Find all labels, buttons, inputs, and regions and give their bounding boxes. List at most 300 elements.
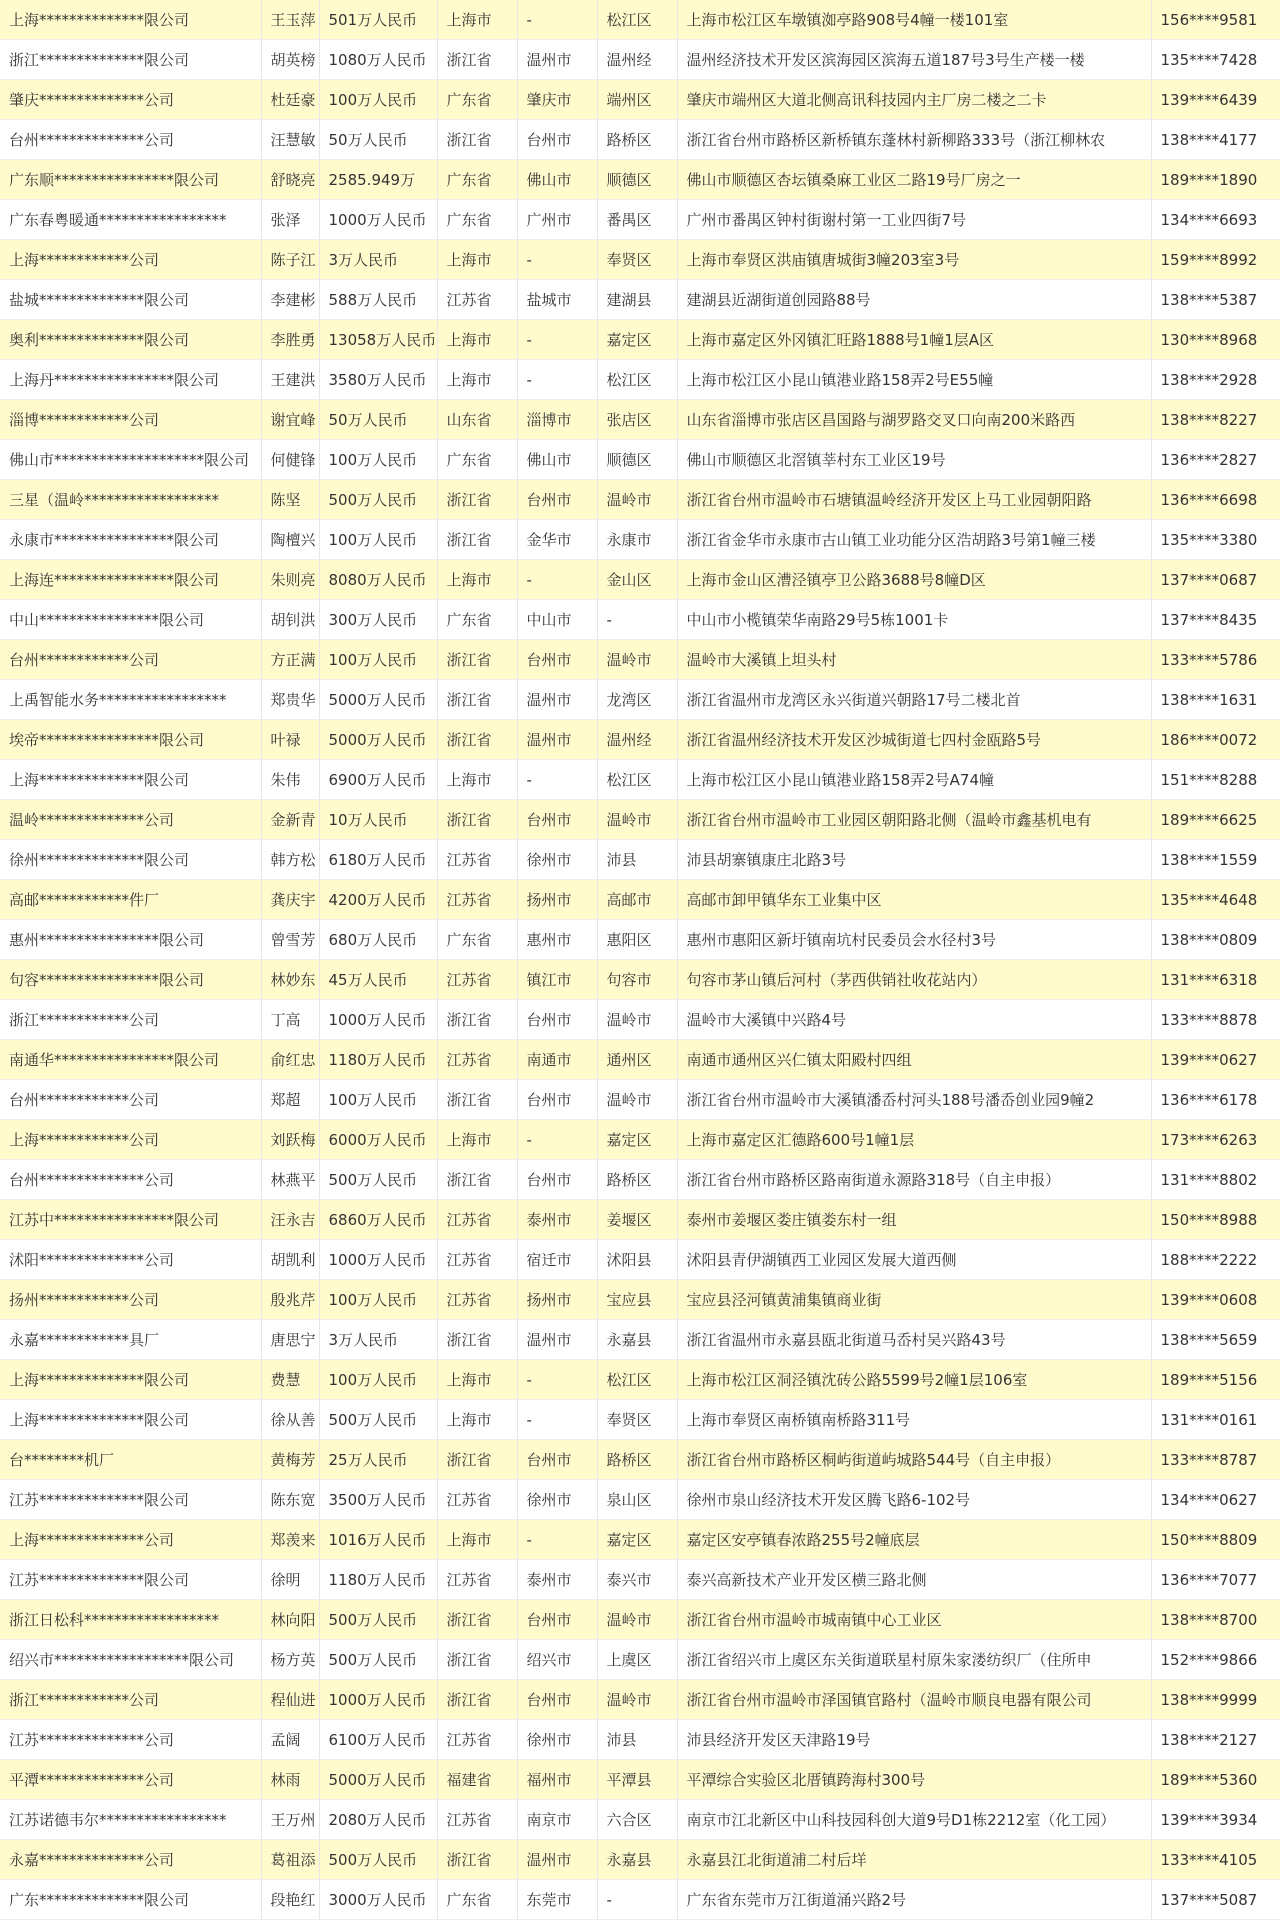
legal-rep-cell: 舒晓亮 [261, 160, 319, 200]
company-name-cell: 高邮************件厂 [0, 880, 261, 920]
city-cell: 佛山市 [517, 440, 597, 480]
legal-rep-cell: 王建洪 [261, 360, 319, 400]
phone-cell: 137****8435 [1151, 600, 1280, 640]
table-row [0, 720, 1280, 760]
province-cell: 江苏省 [437, 1800, 517, 1840]
phone-cell: 189****5156 [1151, 1360, 1280, 1400]
province-cell: 浙江省 [437, 800, 517, 840]
company-name-cell: 广东春粤暖通***************** [0, 200, 261, 240]
legal-rep-cell: 陈子江 [261, 240, 319, 280]
city-cell: 台州市 [517, 1080, 597, 1120]
province-cell: 福建省 [437, 1760, 517, 1800]
phone-cell: 136****7077 [1151, 1560, 1280, 1600]
phone-cell: 159****8992 [1151, 240, 1280, 280]
district-cell: 金山区 [597, 560, 677, 600]
company-name-cell: 上禹智能水务***************** [0, 680, 261, 720]
province-cell: 广东省 [437, 440, 517, 480]
company-name-cell: 三星（温岭****************** [0, 480, 261, 520]
company-name-cell: 永嘉**************公司 [0, 1840, 261, 1880]
province-cell: 广东省 [437, 1880, 517, 1920]
registered-capital-cell: 6180万人民币 [319, 840, 437, 880]
registered-capital-cell: 5000万人民币 [319, 680, 437, 720]
city-cell: 台州市 [517, 640, 597, 680]
table-row [0, 1160, 1280, 1200]
company-name-cell: 台州**************公司 [0, 120, 261, 160]
table-row [0, 80, 1280, 120]
phone-cell: 151****8288 [1151, 760, 1280, 800]
legal-rep-cell: 林燕平 [261, 1160, 319, 1200]
address-cell: 上海市松江区小昆山镇港业路158弄2号A74幢 [677, 760, 1151, 800]
address-cell: 浙江省台州市温岭市工业园区朝阳路北侧（温岭市鑫基机电有 [677, 800, 1151, 840]
legal-rep-cell: 孟阔 [261, 1720, 319, 1760]
address-cell: 上海市嘉定区外冈镇汇旺路1888号1幢1层A区 [677, 320, 1151, 360]
table-row [0, 1400, 1280, 1440]
registered-capital-cell: 100万人民币 [319, 440, 437, 480]
phone-cell: 138****8227 [1151, 400, 1280, 440]
city-cell: 温州市 [517, 720, 597, 760]
address-cell: 惠州市惠阳区新圩镇南坑村民委员会水径村3号 [677, 920, 1151, 960]
table-row [0, 840, 1280, 880]
city-cell: 台州市 [517, 800, 597, 840]
city-cell: 温州市 [517, 1840, 597, 1880]
province-cell: 浙江省 [437, 520, 517, 560]
table-row [0, 1600, 1280, 1640]
company-name-cell: 浙江**************限公司 [0, 40, 261, 80]
address-cell: 平潭综合实验区北厝镇跨海村300号 [677, 1760, 1151, 1800]
table-row [0, 1480, 1280, 1520]
legal-rep-cell: 王万州 [261, 1800, 319, 1840]
district-cell: 高邮市 [597, 880, 677, 920]
company-name-cell: 上海**************限公司 [0, 0, 261, 40]
company-name-cell: 永嘉************具厂 [0, 1320, 261, 1360]
company-name-cell: 温岭**************公司 [0, 800, 261, 840]
legal-rep-cell: 曾雪芳 [261, 920, 319, 960]
province-cell: 浙江省 [437, 680, 517, 720]
company-name-cell: 句容****************限公司 [0, 960, 261, 1000]
province-cell: 浙江省 [437, 480, 517, 520]
phone-cell: 138****1559 [1151, 840, 1280, 880]
address-cell: 山东省淄博市张店区昌国路与湖罗路交叉口向南200米路西 [677, 400, 1151, 440]
city-cell: 台州市 [517, 1680, 597, 1720]
city-cell: - [517, 1520, 597, 1560]
company-name-cell: 上海************公司 [0, 240, 261, 280]
table-row [0, 1560, 1280, 1600]
district-cell: 六合区 [597, 1800, 677, 1840]
district-cell: 温岭市 [597, 1680, 677, 1720]
table-row [0, 680, 1280, 720]
district-cell: 泰兴市 [597, 1560, 677, 1600]
phone-cell: 138****2127 [1151, 1720, 1280, 1760]
phone-cell: 137****5087 [1151, 1880, 1280, 1920]
table-row [0, 880, 1280, 920]
legal-rep-cell: 叶禄 [261, 720, 319, 760]
city-cell: 扬州市 [517, 1280, 597, 1320]
address-cell: 南京市江北新区中山科技园科创大道9号D1栋2212室（化工园） [677, 1800, 1151, 1840]
company-name-cell: 上海连****************限公司 [0, 560, 261, 600]
address-cell: 浙江省台州市温岭市石塘镇温岭经济开发区上马工业园朝阳路 [677, 480, 1151, 520]
city-cell: 徐州市 [517, 840, 597, 880]
city-cell: - [517, 560, 597, 600]
registered-capital-cell: 100万人民币 [319, 520, 437, 560]
table-row [0, 1240, 1280, 1280]
district-cell: 松江区 [597, 760, 677, 800]
district-cell: 端州区 [597, 80, 677, 120]
phone-cell: 130****8968 [1151, 320, 1280, 360]
company-name-cell: 江苏中****************限公司 [0, 1200, 261, 1240]
legal-rep-cell: 段艳红 [261, 1880, 319, 1920]
city-cell: 台州市 [517, 1440, 597, 1480]
phone-cell: 138****1631 [1151, 680, 1280, 720]
address-cell: 沛县经济开发区天津路19号 [677, 1720, 1151, 1760]
table-row [0, 1800, 1280, 1840]
district-cell: 平潭县 [597, 1760, 677, 1800]
legal-rep-cell: 殷兆芹 [261, 1280, 319, 1320]
table-row [0, 800, 1280, 840]
district-cell: 路桥区 [597, 1440, 677, 1480]
table-row [0, 1680, 1280, 1720]
table-row [0, 360, 1280, 400]
city-cell: 台州市 [517, 480, 597, 520]
phone-cell: 131****0161 [1151, 1400, 1280, 1440]
phone-cell: 135****7428 [1151, 40, 1280, 80]
company-name-cell: 徐州**************限公司 [0, 840, 261, 880]
district-cell: 张店区 [597, 400, 677, 440]
address-cell: 肇庆市端州区大道北侧高讯科技园内主厂房二楼之二卡 [677, 80, 1151, 120]
address-cell: 上海市金山区漕泾镇亭卫公路3688号8幢D区 [677, 560, 1151, 600]
legal-rep-cell: 汪永吉 [261, 1200, 319, 1240]
registered-capital-cell: 1180万人民币 [319, 1560, 437, 1600]
phone-cell: 139****0627 [1151, 1040, 1280, 1080]
address-cell: 浙江省温州市龙湾区永兴街道兴朝路17号二楼北首 [677, 680, 1151, 720]
company-name-cell: 扬州************公司 [0, 1280, 261, 1320]
phone-cell: 139****0608 [1151, 1280, 1280, 1320]
city-cell: 扬州市 [517, 880, 597, 920]
company-name-cell: 江苏诺德韦尔***************** [0, 1800, 261, 1840]
registered-capital-cell: 100万人民币 [319, 1360, 437, 1400]
table-row [0, 400, 1280, 440]
address-cell: 宝应县泾河镇黄浦集镇商业街 [677, 1280, 1151, 1320]
phone-cell: 135****3380 [1151, 520, 1280, 560]
province-cell: 江苏省 [437, 880, 517, 920]
legal-rep-cell: 谢宜峰 [261, 400, 319, 440]
province-cell: 浙江省 [437, 1440, 517, 1480]
city-cell: - [517, 320, 597, 360]
address-cell: 佛山市顺德区北滘镇莘村东工业区19号 [677, 440, 1151, 480]
province-cell: 浙江省 [437, 1000, 517, 1040]
province-cell: 上海市 [437, 1120, 517, 1160]
province-cell: 上海市 [437, 1400, 517, 1440]
province-cell: 上海市 [437, 1520, 517, 1560]
table-row [0, 0, 1280, 40]
legal-rep-cell: 陶檀兴 [261, 520, 319, 560]
registered-capital-cell: 3000万人民币 [319, 1880, 437, 1920]
province-cell: 浙江省 [437, 1600, 517, 1640]
legal-rep-cell: 林妙东 [261, 960, 319, 1000]
phone-cell: 135****4648 [1151, 880, 1280, 920]
company-name-cell: 中山****************限公司 [0, 600, 261, 640]
table-row [0, 1080, 1280, 1120]
district-cell: 路桥区 [597, 120, 677, 160]
phone-cell: 189****6625 [1151, 800, 1280, 840]
registered-capital-cell: 6860万人民币 [319, 1200, 437, 1240]
table-row [0, 960, 1280, 1000]
district-cell: 顺德区 [597, 160, 677, 200]
phone-cell: 138****9999 [1151, 1680, 1280, 1720]
city-cell: 温州市 [517, 40, 597, 80]
address-cell: 浙江省金华市永康市古山镇工业功能分区浩胡路3号第1幢三楼 [677, 520, 1151, 560]
province-cell: 江苏省 [437, 1560, 517, 1600]
province-cell: 浙江省 [437, 1320, 517, 1360]
address-cell: 广州市番禺区钟村街谢村第一工业四街7号 [677, 200, 1151, 240]
district-cell: 通州区 [597, 1040, 677, 1080]
registered-capital-cell: 3万人民币 [319, 240, 437, 280]
city-cell: 镇江市 [517, 960, 597, 1000]
province-cell: 上海市 [437, 760, 517, 800]
company-name-cell: 广东顺****************限公司 [0, 160, 261, 200]
city-cell: - [517, 1400, 597, 1440]
registered-capital-cell: 1180万人民币 [319, 1040, 437, 1080]
province-cell: 广东省 [437, 160, 517, 200]
company-name-cell: 南通华****************限公司 [0, 1040, 261, 1080]
phone-cell: 133****8787 [1151, 1440, 1280, 1480]
table-row [0, 200, 1280, 240]
province-cell: 浙江省 [437, 120, 517, 160]
district-cell: 温州经 [597, 40, 677, 80]
address-cell: 浙江省温州经济技术开发区沙城街道七四村金瓯路5号 [677, 720, 1151, 760]
legal-rep-cell: 唐思宁 [261, 1320, 319, 1360]
table-row [0, 480, 1280, 520]
table-row [0, 1320, 1280, 1360]
registered-capital-cell: 501万人民币 [319, 0, 437, 40]
table-row [0, 1520, 1280, 1560]
registered-capital-cell: 1000万人民币 [319, 1240, 437, 1280]
address-cell: 中山市小榄镇荣华南路29号5栋1001卡 [677, 600, 1151, 640]
province-cell: 浙江省 [437, 40, 517, 80]
company-name-cell: 浙江日松科****************** [0, 1600, 261, 1640]
district-cell: 温岭市 [597, 800, 677, 840]
registered-capital-cell: 1080万人民币 [319, 40, 437, 80]
city-cell: - [517, 0, 597, 40]
legal-rep-cell: 费慧 [261, 1360, 319, 1400]
registered-capital-cell: 4200万人民币 [319, 880, 437, 920]
legal-rep-cell: 陈东宽 [261, 1480, 319, 1520]
province-cell: 江苏省 [437, 1040, 517, 1080]
phone-cell: 131****6318 [1151, 960, 1280, 1000]
registered-capital-cell: 500万人民币 [319, 480, 437, 520]
city-cell: 台州市 [517, 1000, 597, 1040]
registered-capital-cell: 1000万人民币 [319, 1680, 437, 1720]
city-cell: 泰州市 [517, 1560, 597, 1600]
district-cell: 永嘉县 [597, 1320, 677, 1360]
table-row [0, 280, 1280, 320]
legal-rep-cell: 韩方松 [261, 840, 319, 880]
legal-rep-cell: 龚庆宇 [261, 880, 319, 920]
registered-capital-cell: 13058万人民币 [319, 320, 437, 360]
table-row [0, 320, 1280, 360]
district-cell: - [597, 1880, 677, 1920]
company-name-cell: 江苏**************限公司 [0, 1560, 261, 1600]
city-cell: 佛山市 [517, 160, 597, 200]
registered-capital-cell: 5000万人民币 [319, 1760, 437, 1800]
table-row [0, 1440, 1280, 1480]
phone-cell: 186****0072 [1151, 720, 1280, 760]
address-cell: 建湖县近湖街道创园路88号 [677, 280, 1151, 320]
phone-cell: 188****2222 [1151, 1240, 1280, 1280]
province-cell: 广东省 [437, 600, 517, 640]
city-cell: 绍兴市 [517, 1640, 597, 1680]
district-cell: 顺德区 [597, 440, 677, 480]
registered-capital-cell: 3500万人民币 [319, 1480, 437, 1520]
province-cell: 浙江省 [437, 640, 517, 680]
province-cell: 上海市 [437, 560, 517, 600]
address-cell: 沛县胡寨镇康庄北路3号 [677, 840, 1151, 880]
district-cell: 温岭市 [597, 1600, 677, 1640]
district-cell: 宝应县 [597, 1280, 677, 1320]
company-name-cell: 上海丹****************限公司 [0, 360, 261, 400]
city-cell: 南通市 [517, 1040, 597, 1080]
legal-rep-cell: 胡凯利 [261, 1240, 319, 1280]
address-cell: 浙江省台州市温岭市大溪镇潘岙村河头188号潘岙创业园9幢2 [677, 1080, 1151, 1120]
district-cell: 番禺区 [597, 200, 677, 240]
phone-cell: 138****2928 [1151, 360, 1280, 400]
district-cell: 永康市 [597, 520, 677, 560]
registered-capital-cell: 6900万人民币 [319, 760, 437, 800]
phone-cell: 150****8809 [1151, 1520, 1280, 1560]
address-cell: 温州经济技术开发区滨海园区滨海五道187号3号生产楼一楼 [677, 40, 1151, 80]
district-cell: 沛县 [597, 840, 677, 880]
registered-capital-cell: 100万人民币 [319, 1280, 437, 1320]
city-cell: 肇庆市 [517, 80, 597, 120]
company-name-cell: 佛山市********************限公司 [0, 440, 261, 480]
company-name-cell: 浙江************公司 [0, 1000, 261, 1040]
registered-capital-cell: 50万人民币 [319, 400, 437, 440]
table-row [0, 760, 1280, 800]
city-cell: 淄博市 [517, 400, 597, 440]
registered-capital-cell: 100万人民币 [319, 640, 437, 680]
legal-rep-cell: 郑超 [261, 1080, 319, 1120]
city-cell: 惠州市 [517, 920, 597, 960]
table-row [0, 160, 1280, 200]
registered-capital-cell: 2585.949万 [319, 160, 437, 200]
province-cell: 江苏省 [437, 1480, 517, 1520]
city-cell: 东莞市 [517, 1880, 597, 1920]
company-name-cell: 浙江************公司 [0, 1680, 261, 1720]
district-cell: 句容市 [597, 960, 677, 1000]
company-name-cell: 台州**************公司 [0, 1160, 261, 1200]
legal-rep-cell: 丁高 [261, 1000, 319, 1040]
province-cell: 浙江省 [437, 1840, 517, 1880]
company-name-cell: 江苏**************公司 [0, 1720, 261, 1760]
table-row [0, 1720, 1280, 1760]
registered-capital-cell: 500万人民币 [319, 1840, 437, 1880]
district-cell: 建湖县 [597, 280, 677, 320]
city-cell: 宿迁市 [517, 1240, 597, 1280]
legal-rep-cell: 徐从善 [261, 1400, 319, 1440]
phone-cell: 173****6263 [1151, 1120, 1280, 1160]
address-cell: 浙江省台州市温岭市城南镇中心工业区 [677, 1600, 1151, 1640]
table-row [0, 120, 1280, 160]
address-cell: 广东省东莞市万江街道涌兴路2号 [677, 1880, 1151, 1920]
city-cell: 温州市 [517, 1320, 597, 1360]
legal-rep-cell: 朱则亮 [261, 560, 319, 600]
legal-rep-cell: 胡英榜 [261, 40, 319, 80]
phone-cell: 131****8802 [1151, 1160, 1280, 1200]
registered-capital-cell: 1000万人民币 [319, 1000, 437, 1040]
registered-capital-cell: 6100万人民币 [319, 1720, 437, 1760]
address-cell: 浙江省台州市温岭市泽国镇官路村（温岭市顺良电器有限公司 [677, 1680, 1151, 1720]
district-cell: 温岭市 [597, 640, 677, 680]
company-name-cell: 肇庆**************公司 [0, 80, 261, 120]
legal-rep-cell: 金新青 [261, 800, 319, 840]
legal-rep-cell: 王玉萍 [261, 0, 319, 40]
company-name-cell: 奥利**************限公司 [0, 320, 261, 360]
district-cell: 嘉定区 [597, 1120, 677, 1160]
phone-cell: 133****5786 [1151, 640, 1280, 680]
table-row [0, 560, 1280, 600]
legal-rep-cell: 张泽 [261, 200, 319, 240]
phone-cell: 136****6698 [1151, 480, 1280, 520]
legal-rep-cell: 林向阳 [261, 1600, 319, 1640]
district-cell: 奉贤区 [597, 1400, 677, 1440]
legal-rep-cell: 李建彬 [261, 280, 319, 320]
table-row [0, 520, 1280, 560]
phone-cell: 133****8878 [1151, 1000, 1280, 1040]
company-name-cell: 永康市****************限公司 [0, 520, 261, 560]
legal-rep-cell: 方正满 [261, 640, 319, 680]
phone-cell: 156****9581 [1151, 0, 1280, 40]
province-cell: 江苏省 [437, 1280, 517, 1320]
table-row [0, 920, 1280, 960]
table-row [0, 1640, 1280, 1680]
table-row [0, 40, 1280, 80]
table-row [0, 1280, 1280, 1320]
registered-capital-cell: 500万人民币 [319, 1600, 437, 1640]
phone-cell: 137****0687 [1151, 560, 1280, 600]
district-cell: 松江区 [597, 0, 677, 40]
province-cell: 江苏省 [437, 1200, 517, 1240]
province-cell: 广东省 [437, 200, 517, 240]
province-cell: 浙江省 [437, 1640, 517, 1680]
city-cell: 中山市 [517, 600, 597, 640]
company-name-cell: 埃帝****************限公司 [0, 720, 261, 760]
province-cell: 上海市 [437, 320, 517, 360]
address-cell: 浙江省台州市路桥区新桥镇东蓬林村新柳路333号（浙江柳林农 [677, 120, 1151, 160]
legal-rep-cell: 朱伟 [261, 760, 319, 800]
legal-rep-cell: 黄梅芳 [261, 1440, 319, 1480]
phone-cell: 150****8988 [1151, 1200, 1280, 1240]
district-cell: 沛县 [597, 1720, 677, 1760]
city-cell: 南京市 [517, 1800, 597, 1840]
registered-capital-cell: 100万人民币 [319, 80, 437, 120]
legal-rep-cell: 何健锋 [261, 440, 319, 480]
province-cell: 上海市 [437, 360, 517, 400]
province-cell: 江苏省 [437, 1240, 517, 1280]
district-cell: 永嘉县 [597, 1840, 677, 1880]
table-row [0, 1120, 1280, 1160]
province-cell: 浙江省 [437, 1160, 517, 1200]
city-cell: 徐州市 [517, 1720, 597, 1760]
province-cell: 江苏省 [437, 1720, 517, 1760]
legal-rep-cell: 胡钊洪 [261, 600, 319, 640]
city-cell: - [517, 360, 597, 400]
table-row [0, 1200, 1280, 1240]
city-cell: 温州市 [517, 680, 597, 720]
address-cell: 上海市奉贤区南桥镇南桥路311号 [677, 1400, 1151, 1440]
district-cell: - [597, 600, 677, 640]
registered-capital-cell: 3580万人民币 [319, 360, 437, 400]
city-cell: 广州市 [517, 200, 597, 240]
company-name-cell: 广东**************限公司 [0, 1880, 261, 1920]
